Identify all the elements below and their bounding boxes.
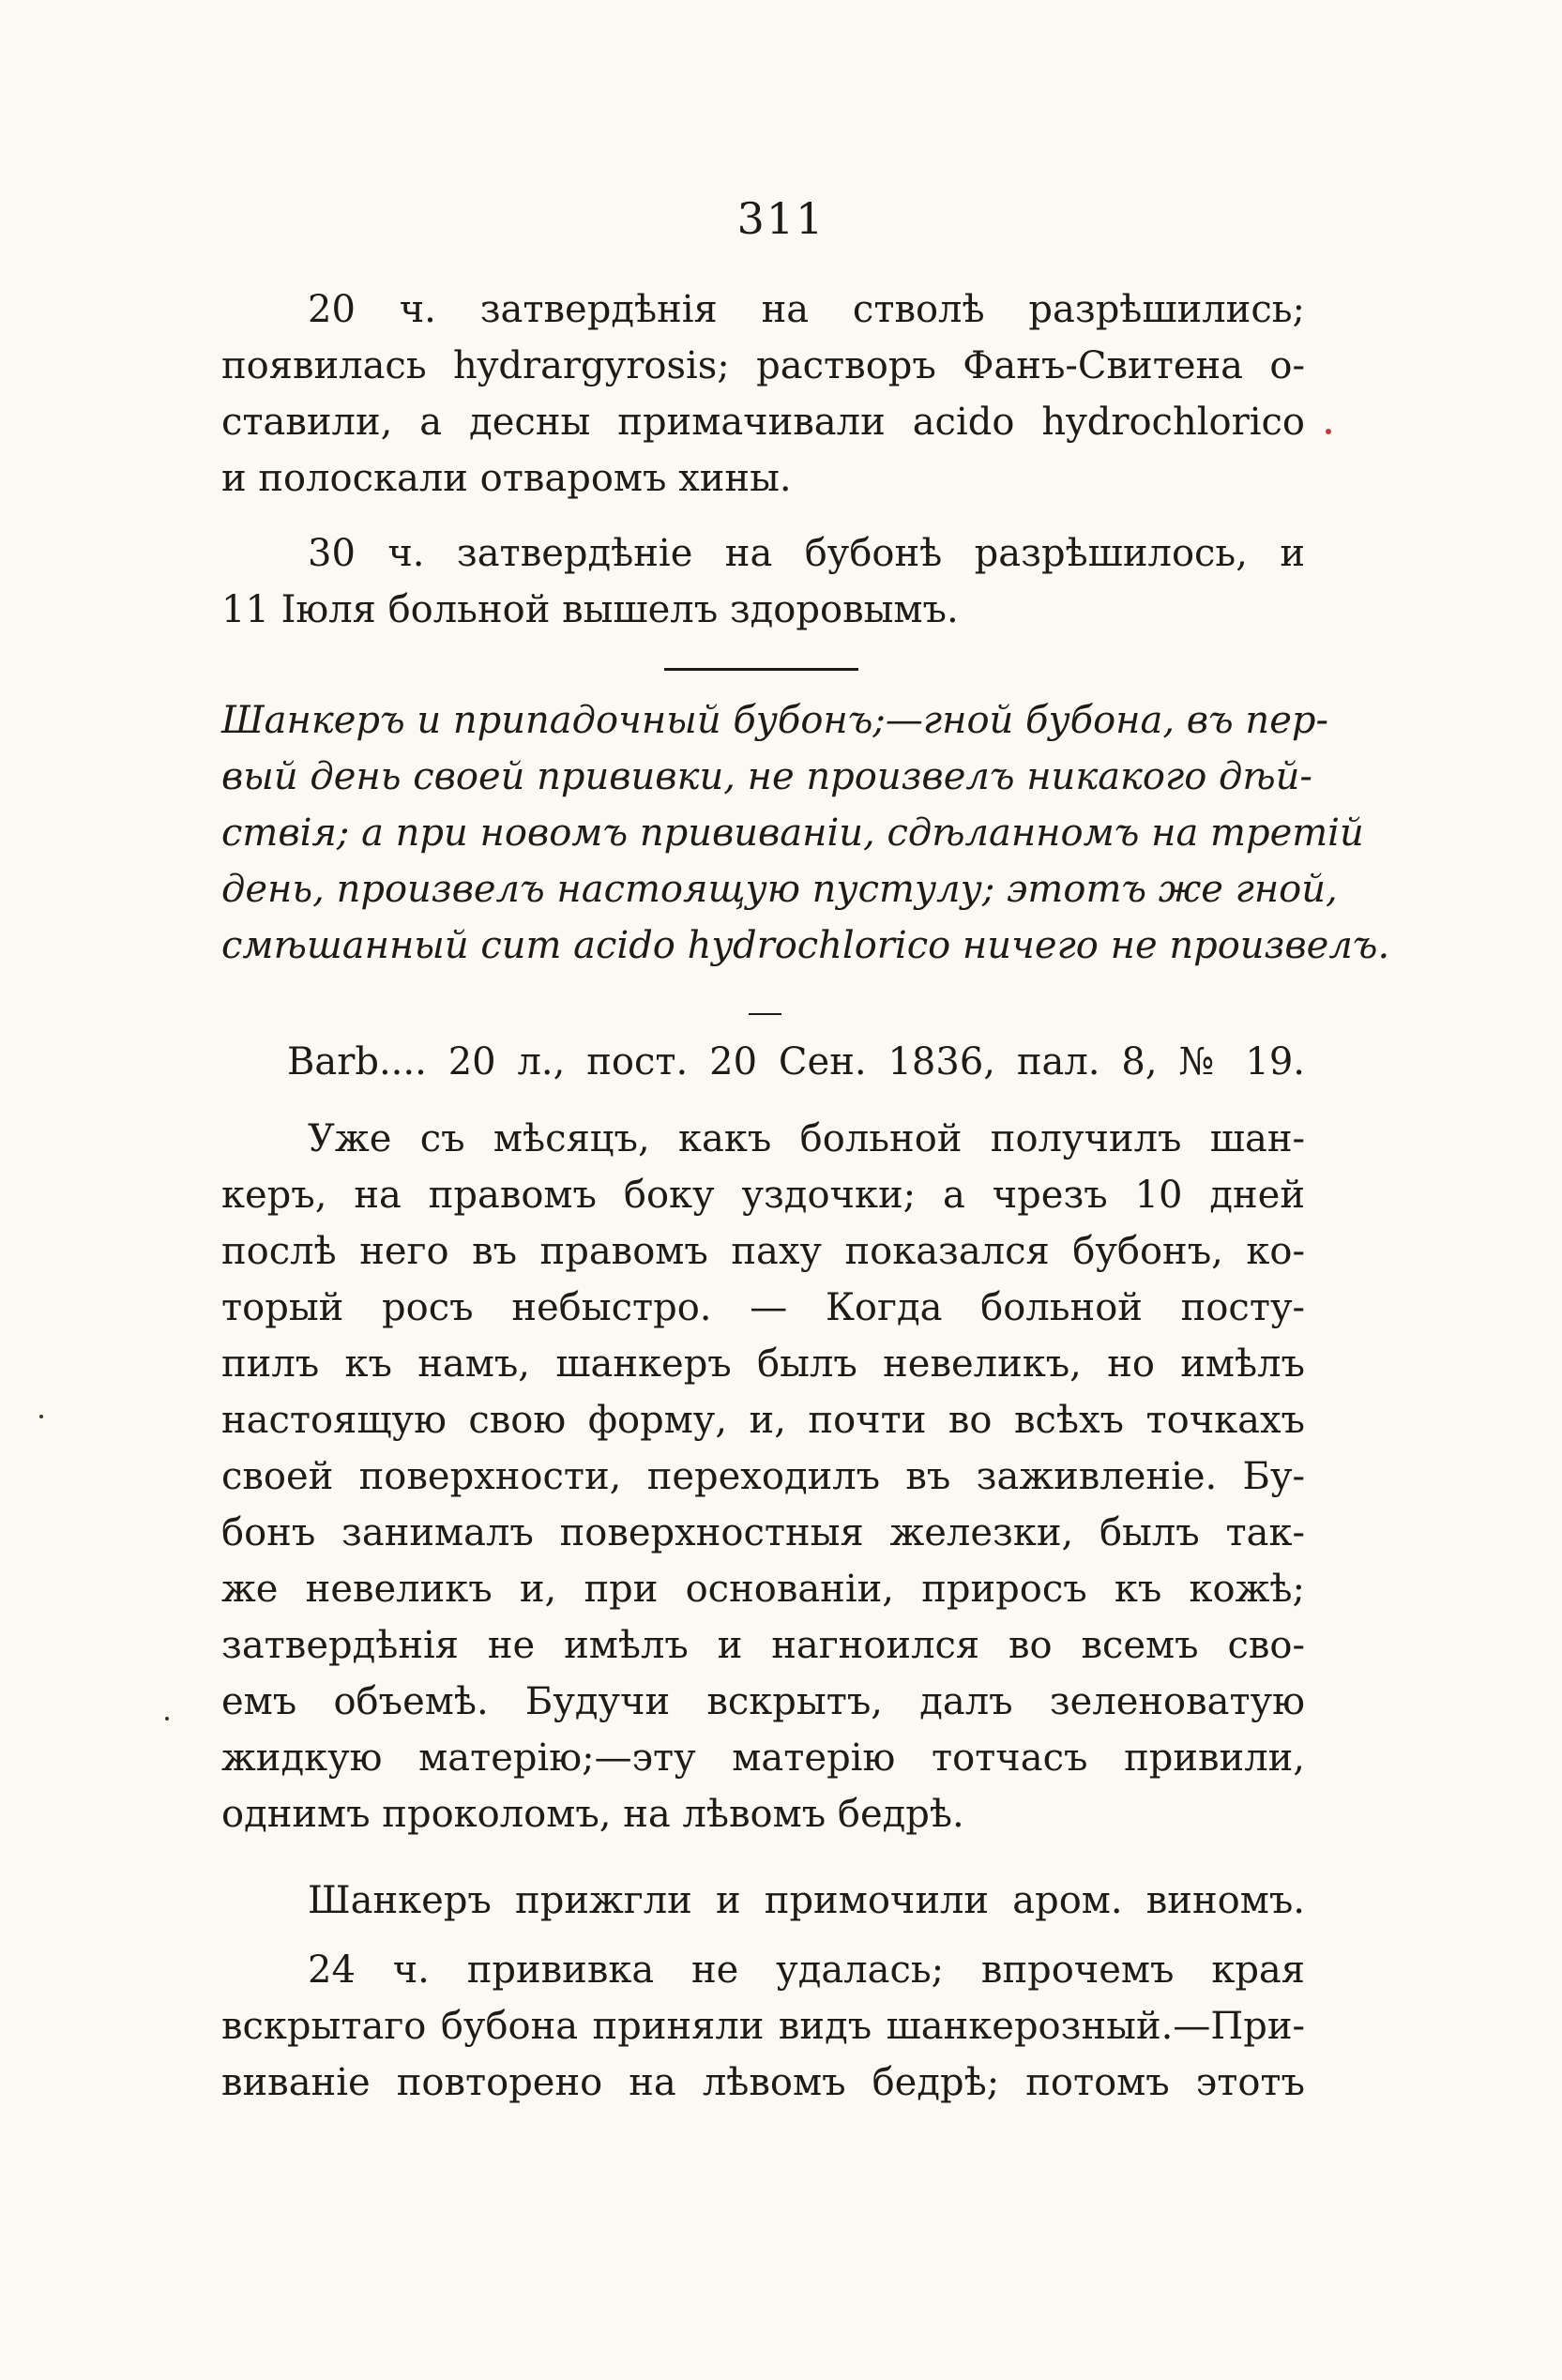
- heading-line: ствія; а при новомъ прививаніи, сдѣланномъ на третій: [221, 811, 1364, 855]
- text-line: виваніе повторено на лѣвомъ бедрѣ; потомъ этотъ: [221, 2061, 1305, 2104]
- paragraph-treatment-20h: [221, 281, 1305, 507]
- text-line: затвердѣнія не имѣлъ и нагноился во всемъ сво-: [221, 1624, 1305, 1667]
- section-divider: [664, 668, 858, 671]
- paragraph-resolution-30h: [221, 525, 1305, 638]
- page-number: 311: [736, 193, 826, 244]
- text-line: 24 ч. прививка не удалась; впрочемъ края: [308, 1948, 1305, 1992]
- text-line: однимъ прокoломъ, на лѣвомъ бедрѣ.: [221, 1793, 964, 1836]
- text-line: 30 ч. затвердѣніе на бубонѣ разрѣшилось, и: [308, 532, 1305, 575]
- heading-line: смѣшанный cum acido hydrochlorico ничего не произвелъ.: [221, 924, 1390, 967]
- text-line: емъ объемѣ. Будучи вскрытъ, далъ зеленоватую: [221, 1680, 1305, 1723]
- text-line: послѣ него въ правомъ паху показался бубонъ, ко-: [221, 1230, 1305, 1273]
- text-line: настоящую свою форму, и, почти во всѣхъ точкахъ: [221, 1399, 1305, 1442]
- text-line: жидкую матерію;—эту матерію тотчасъ привили,: [221, 1736, 1305, 1780]
- ink-speck: [1326, 429, 1331, 434]
- paper-dot: [165, 1717, 169, 1721]
- text-line: своей поверхности, переходилъ въ заживленіе. Бу-: [221, 1455, 1305, 1498]
- paper-dot: [39, 1415, 43, 1418]
- text-line: ставили, а десны примачивали acido hydrochlorico: [221, 401, 1305, 444]
- text-line: же невеликъ и, при основаніи, приросъ къ кожѣ;: [221, 1568, 1305, 1611]
- text-line: керъ, на правомъ боку уздочки; а чрезъ 10 дней: [221, 1174, 1305, 1217]
- paragraph-case-history: [221, 1111, 1305, 1842]
- short-divider: [749, 1013, 781, 1015]
- heading-line: вый день своей прививки, не произвелъ никакого дѣй-: [221, 755, 1312, 798]
- text-line: пилъ къ намъ, шанкеръ былъ невеликъ, но имѣлъ: [221, 1342, 1305, 1386]
- text-line: вскрытаго бубона приняли видъ шанкерозный.—При-: [221, 2005, 1305, 2048]
- text-line: торый росъ небыстро. — Когда больной посту-: [221, 1286, 1305, 1329]
- case-line: Barb.... 20 л., пост. 20 Сен. 1836, пал. 8, № 19.: [287, 1040, 1305, 1084]
- case-record-line: [221, 1034, 1305, 1090]
- text-line: 11 Іюля больной вышелъ здоровымъ.: [221, 588, 959, 631]
- text-line: Уже съ мѣсяцъ, какъ больной получилъ шан-: [308, 1117, 1305, 1160]
- heading-line: день, произвелъ настоящую пустулу; этотъ же гной,: [221, 868, 1338, 911]
- text-line: Шанкеръ прижгли и примочили аром. виномъ.: [308, 1879, 1305, 1922]
- text-line: бонъ занималъ поверхностныя железки, былъ так-: [221, 1511, 1305, 1554]
- heading-line: Шанкеръ и припадочный бубонъ;—гной бубона, въ пер-: [221, 699, 1328, 742]
- text-line: и полоскали отваромъ хины.: [221, 457, 792, 500]
- paragraph-cauterization: [221, 1872, 1305, 1929]
- paragraph-inoculation-24h: [221, 1942, 1305, 2111]
- text-line: появилась hydrargyrosis; растворъ Фанъ-Свитена о-: [221, 344, 1305, 387]
- text-line: 20 ч. затвердѣнія на стволѣ разрѣшились;: [308, 288, 1305, 331]
- case-heading: [221, 692, 1390, 974]
